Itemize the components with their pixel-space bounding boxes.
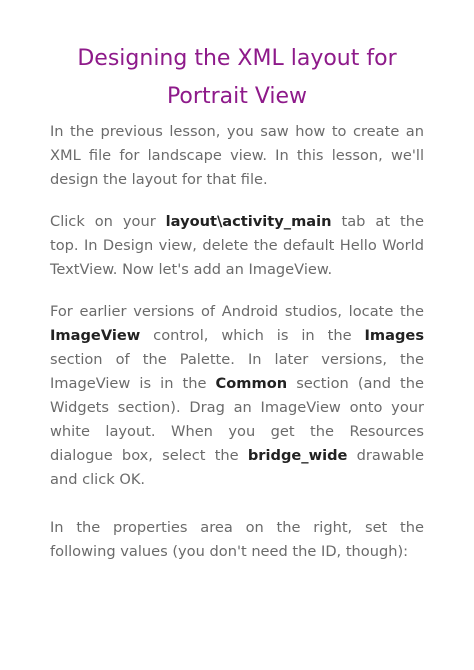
text-segment: Click on your bbox=[50, 213, 166, 230]
text-segment: control, which is in the bbox=[140, 327, 365, 344]
bold-term-imageview: ImageView bbox=[50, 327, 141, 344]
paragraph-click-layout bbox=[50, 210, 424, 282]
bold-term-layout-activity-main: layout\activity_main bbox=[165, 213, 332, 230]
paragraph-properties-text: In the properties area on the right, set the following values (you don't need the ID, though): bbox=[50, 519, 424, 560]
paragraph-properties bbox=[50, 516, 424, 564]
text-segment: section (and the Widgets section). Drag an ImageView onto your white layout. When you get the Resources dialogue box, select the bbox=[50, 375, 425, 464]
page-title bbox=[40, 40, 434, 116]
bold-term-bridge-wide: bridge_wide bbox=[247, 447, 348, 464]
paragraph-intro bbox=[50, 120, 424, 192]
title-line-2: Portrait View bbox=[166, 84, 308, 109]
text-segment: section of the Palette. In later versions, the ImageView is in the bbox=[50, 351, 424, 392]
paragraph-imageview bbox=[50, 300, 424, 492]
bold-term-images: Images bbox=[364, 327, 424, 344]
title-line-1: Designing the XML layout for bbox=[77, 46, 397, 71]
text-segment: drawable and click OK. bbox=[50, 447, 424, 488]
text-segment: For earlier versions of Android studios, locate the bbox=[50, 303, 424, 320]
bold-term-common: Common bbox=[215, 375, 288, 392]
text-segment: tab at the top. In Design view, delete the default Hello World TextView. Now let's add an ImageView. bbox=[50, 213, 424, 278]
paragraph-intro-text: In the previous lesson, you saw how to create an XML file for landscape view. In this lesson, we'll design the layout for that file. bbox=[50, 123, 424, 188]
